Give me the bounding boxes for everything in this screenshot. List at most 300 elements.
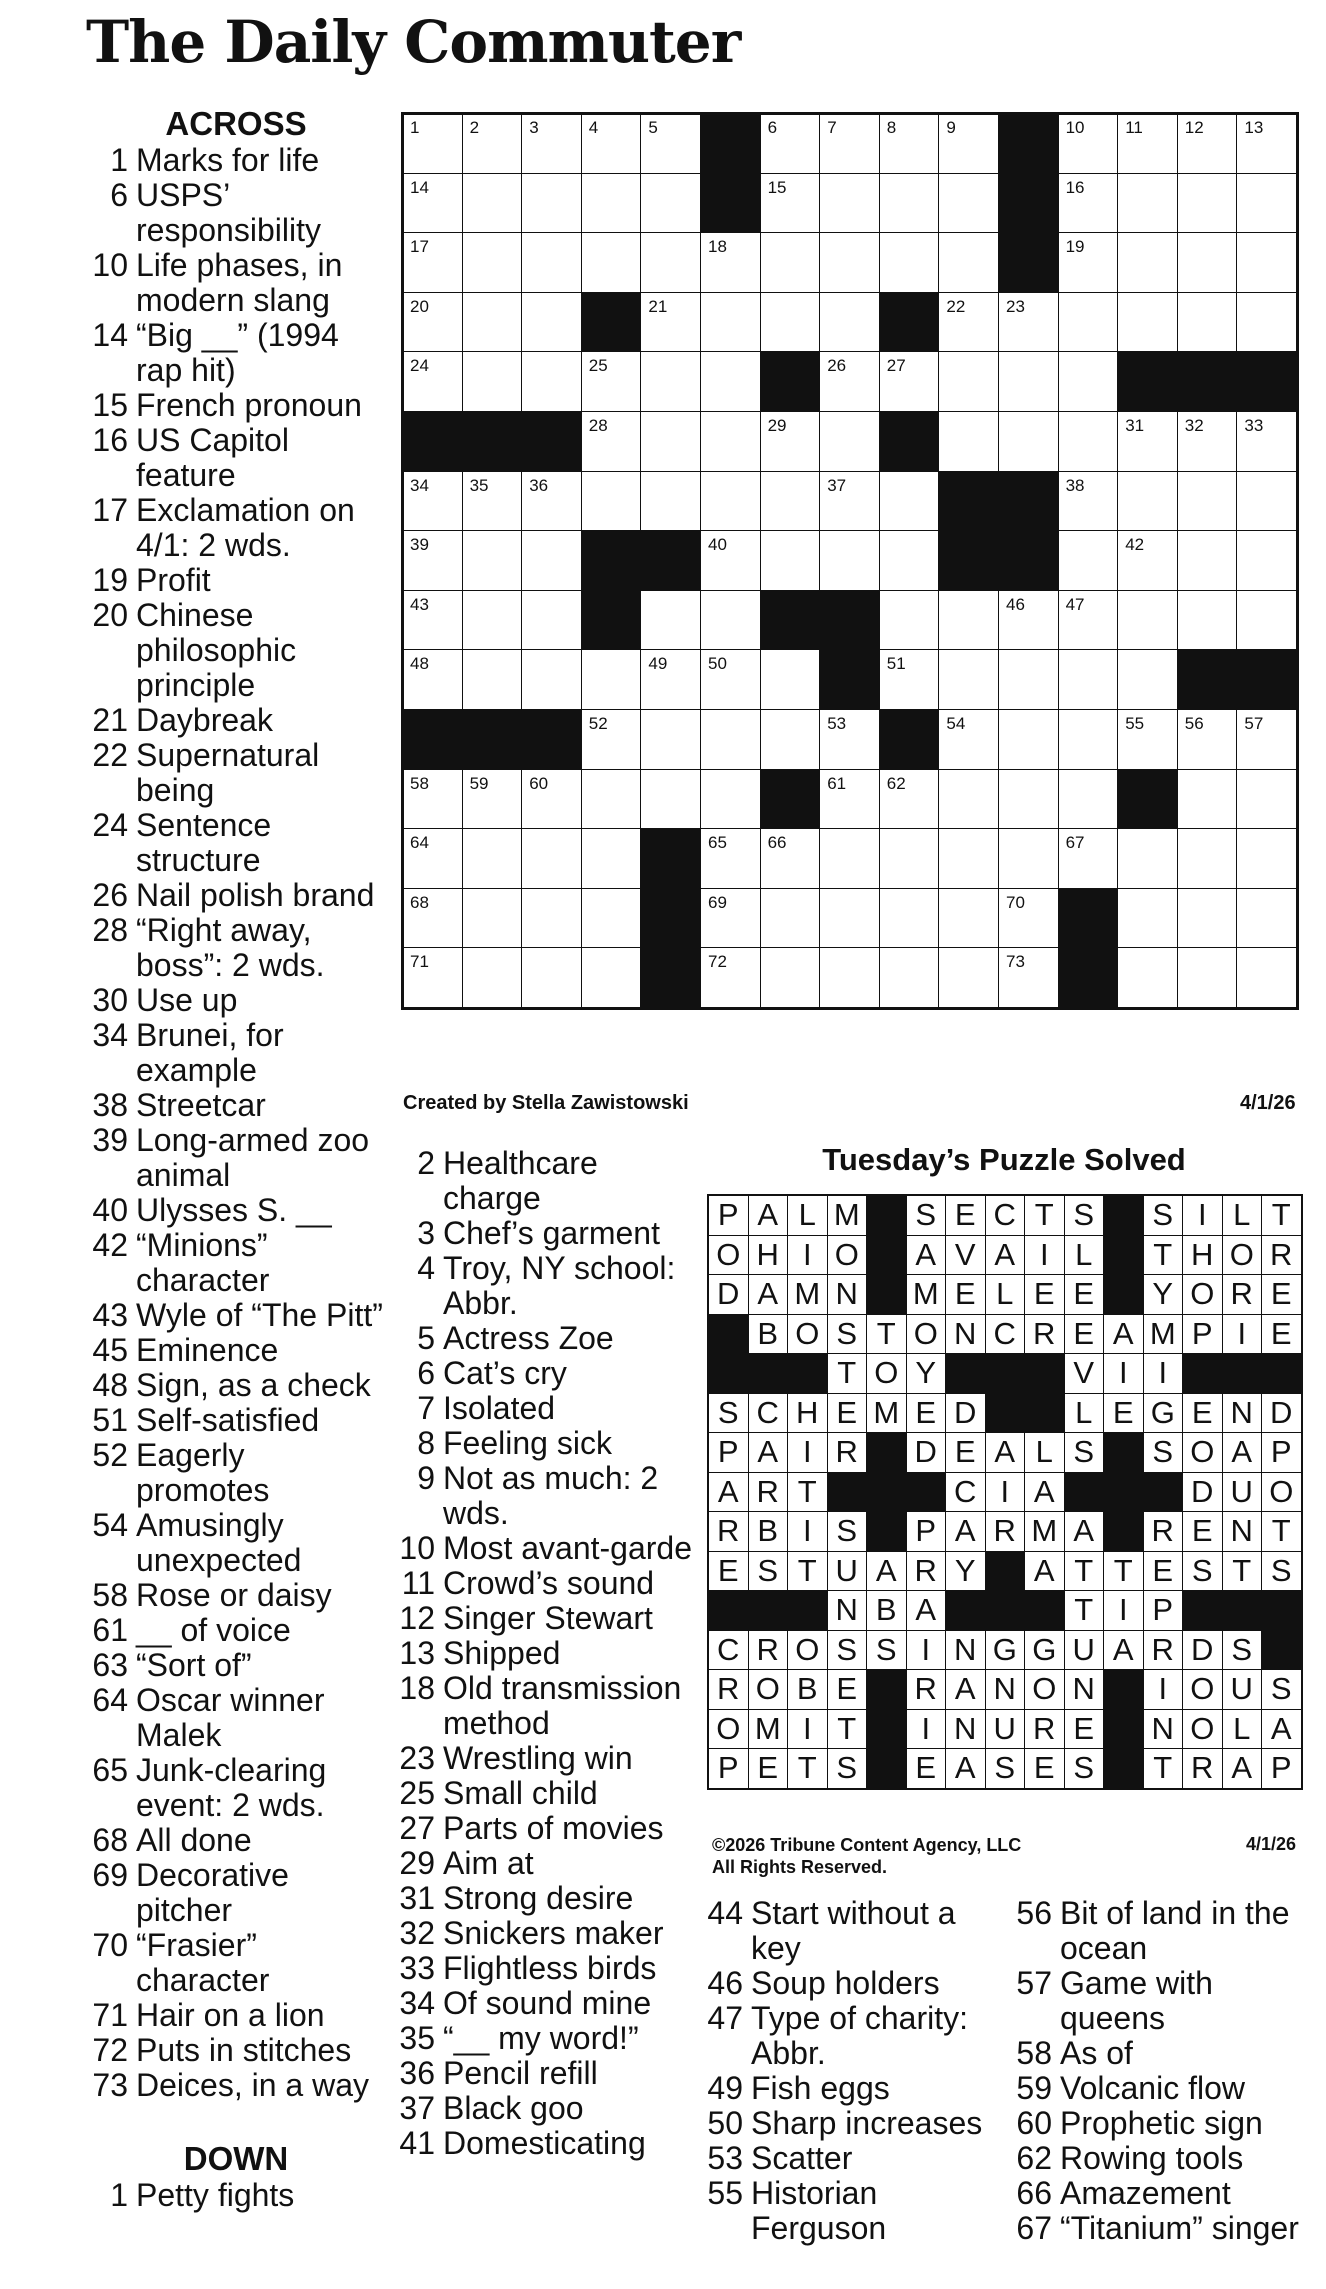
- grid-cell[interactable]: [1236, 769, 1297, 830]
- solution-letter: D: [708, 1274, 749, 1315]
- grid-cell[interactable]: [998, 888, 1059, 949]
- solution-letter: B: [748, 1314, 789, 1355]
- grid-cell[interactable]: [521, 947, 582, 1008]
- solution-letter: R: [1024, 1314, 1065, 1355]
- grid-cell[interactable]: [1117, 471, 1178, 532]
- grid-cell[interactable]: [1236, 292, 1297, 353]
- solution-letter: A: [985, 1432, 1026, 1473]
- solution-letter: A: [945, 1511, 986, 1552]
- grid-cell[interactable]: [402, 947, 463, 1008]
- grid-cell[interactable]: [1236, 113, 1297, 174]
- grid-cell[interactable]: [462, 888, 523, 949]
- solution-letter: O: [708, 1235, 749, 1276]
- grid-cell[interactable]: [1177, 947, 1238, 1008]
- clue-text: Sign, as a check: [136, 1367, 371, 1403]
- grid-cell[interactable]: [1236, 173, 1297, 234]
- black-square: [819, 590, 880, 651]
- grid-cell[interactable]: [402, 769, 463, 830]
- grid-cell[interactable]: [938, 292, 999, 353]
- grid-cell[interactable]: [819, 232, 880, 293]
- grid-cell[interactable]: [938, 888, 999, 949]
- solution-letter: R: [1143, 1511, 1184, 1552]
- solution-letter: S: [708, 1393, 749, 1434]
- solution-letter: O: [906, 1314, 947, 1355]
- solution-title: Tuesday’s Puzzle Solved: [822, 1142, 1186, 1177]
- grid-cell[interactable]: [1117, 232, 1178, 293]
- grid-cell[interactable]: [640, 709, 701, 770]
- grid-cell[interactable]: [879, 113, 940, 174]
- solution-letter: E: [945, 1432, 986, 1473]
- grid-cell[interactable]: [879, 351, 940, 412]
- grid-cell[interactable]: [700, 411, 761, 472]
- black-square: [640, 947, 701, 1008]
- clue-number: 11: [401, 1565, 435, 1601]
- cell-number: 42: [1125, 535, 1145, 555]
- grid-cell[interactable]: [521, 590, 582, 651]
- grid-cell[interactable]: [581, 232, 642, 293]
- grid-cell[interactable]: [1117, 709, 1178, 770]
- grid-cell[interactable]: [1117, 888, 1178, 949]
- grid-cell[interactable]: [998, 709, 1059, 770]
- clue-number: 48: [92, 1367, 128, 1403]
- clue-number: 6: [417, 1355, 435, 1391]
- grid-cell[interactable]: [700, 292, 761, 353]
- grid-cell[interactable]: [581, 471, 642, 532]
- cell-number: 62: [886, 773, 906, 793]
- grid-cell[interactable]: [462, 530, 523, 591]
- grid-cell[interactable]: [1058, 769, 1119, 830]
- grid-cell[interactable]: [700, 351, 761, 412]
- solution-letter: H: [748, 1235, 789, 1276]
- grid-cell[interactable]: [1117, 947, 1178, 1008]
- grid-cell[interactable]: [938, 173, 999, 234]
- solution-letter: A: [1222, 1748, 1263, 1789]
- grid-cell[interactable]: [462, 173, 523, 234]
- grid-cell[interactable]: [760, 649, 821, 710]
- grid-cell[interactable]: [1117, 530, 1178, 591]
- grid-cell[interactable]: [1236, 530, 1297, 591]
- grid-cell[interactable]: [1236, 888, 1297, 949]
- cell-number: 69: [708, 892, 727, 912]
- grid-cell[interactable]: [462, 590, 523, 651]
- grid-cell[interactable]: [819, 530, 880, 591]
- grid-cell[interactable]: [640, 411, 701, 472]
- grid-cell[interactable]: [581, 709, 642, 770]
- grid-cell[interactable]: [700, 947, 761, 1008]
- solution-letter: C: [985, 1195, 1026, 1236]
- grid-cell[interactable]: [462, 113, 523, 174]
- grid-cell[interactable]: [879, 947, 940, 1008]
- grid-cell[interactable]: [938, 769, 999, 830]
- clue-number: 67: [1016, 2210, 1052, 2246]
- grid-cell[interactable]: [998, 649, 1059, 710]
- grid-cell[interactable]: [1236, 590, 1297, 651]
- grid-cell[interactable]: [521, 649, 582, 710]
- grid-cell[interactable]: [760, 888, 821, 949]
- grid-cell[interactable]: [1177, 113, 1238, 174]
- clue-item: [1010, 2211, 1310, 2246]
- black-square: [1117, 769, 1178, 830]
- grid-cell[interactable]: [521, 351, 582, 412]
- solution-black-square: [1024, 1393, 1065, 1434]
- grid-cell[interactable]: [402, 590, 463, 651]
- grid-cell[interactable]: [1058, 292, 1119, 353]
- grid-cell[interactable]: [760, 113, 821, 174]
- copyright: [712, 1834, 1021, 1878]
- grid-cell[interactable]: [819, 411, 880, 472]
- grid-cell[interactable]: [581, 351, 642, 412]
- grid-cell[interactable]: [1177, 530, 1238, 591]
- cell-number: 70: [1006, 892, 1025, 912]
- grid-cell[interactable]: [879, 530, 940, 591]
- grid-cell[interactable]: [879, 769, 940, 830]
- clue-text: Crowd’s sound: [443, 1565, 655, 1601]
- grid-cell[interactable]: [1236, 471, 1297, 532]
- grid-cell[interactable]: [521, 292, 582, 353]
- clue-number: 4: [417, 1250, 435, 1286]
- grid-cell[interactable]: [700, 828, 761, 889]
- grid-cell[interactable]: [640, 769, 701, 830]
- grid-cell[interactable]: [640, 232, 701, 293]
- grid-cell[interactable]: [700, 232, 761, 293]
- grid-cell[interactable]: [938, 351, 999, 412]
- grid-cell[interactable]: [998, 351, 1059, 412]
- cell-number: 20: [410, 296, 429, 316]
- grid-cell[interactable]: [1177, 173, 1238, 234]
- solution-letter: A: [1024, 1551, 1065, 1592]
- solution-letter: U: [1222, 1669, 1263, 1710]
- solution-letter: E: [827, 1669, 868, 1710]
- grid-cell[interactable]: [521, 530, 582, 591]
- grid-cell[interactable]: [581, 113, 642, 174]
- grid-cell[interactable]: [700, 590, 761, 651]
- grid-cell[interactable]: [1236, 232, 1297, 293]
- grid-cell[interactable]: [581, 828, 642, 889]
- grid-cell[interactable]: [1058, 471, 1119, 532]
- grid-cell[interactable]: [1058, 649, 1119, 710]
- grid-cell[interactable]: [1177, 471, 1238, 532]
- clue-number: 8: [417, 1425, 435, 1461]
- crossword-grid[interactable]: [402, 113, 1299, 1010]
- black-square: [879, 292, 940, 353]
- clue-text: “Big __” (1994 rap hit): [136, 317, 339, 388]
- clue-text: All done: [136, 1822, 252, 1858]
- across-heading: ACROSS: [165, 105, 307, 142]
- grid-cell[interactable]: [1058, 411, 1119, 472]
- grid-cell[interactable]: [521, 173, 582, 234]
- clue-number: 45: [92, 1332, 128, 1368]
- solution-letter: H: [1182, 1235, 1223, 1276]
- clue-text: Self-satisfied: [136, 1402, 320, 1438]
- clue-item: [86, 1193, 386, 1228]
- grid-cell[interactable]: [938, 709, 999, 770]
- grid-cell[interactable]: [640, 471, 701, 532]
- grid-cell[interactable]: [700, 471, 761, 532]
- clue-text: Prophetic sign: [1060, 2105, 1263, 2141]
- grid-cell[interactable]: [640, 292, 701, 353]
- grid-cell[interactable]: [1177, 411, 1238, 472]
- solution-letter: R: [708, 1511, 749, 1552]
- grid-cell[interactable]: [581, 173, 642, 234]
- solution-letter: D: [1182, 1472, 1223, 1513]
- grid-cell[interactable]: [700, 709, 761, 770]
- grid-cell[interactable]: [1058, 709, 1119, 770]
- grid-cell[interactable]: [462, 769, 523, 830]
- grid-cell[interactable]: [819, 351, 880, 412]
- grid-cell[interactable]: [819, 947, 880, 1008]
- grid-cell[interactable]: [819, 769, 880, 830]
- solution-letter: S: [1182, 1551, 1223, 1592]
- grid-cell[interactable]: [819, 173, 880, 234]
- solution-letter: C: [708, 1630, 749, 1671]
- grid-cell[interactable]: [462, 351, 523, 412]
- grid-cell[interactable]: [402, 828, 463, 889]
- grid-cell[interactable]: [521, 113, 582, 174]
- grid-cell[interactable]: [819, 292, 880, 353]
- grid-cell[interactable]: [938, 232, 999, 293]
- grid-cell[interactable]: [998, 828, 1059, 889]
- grid-cell[interactable]: [402, 888, 463, 949]
- grid-cell[interactable]: [1058, 530, 1119, 591]
- grid-cell[interactable]: [1236, 411, 1297, 472]
- solution-letter: G: [1024, 1630, 1065, 1671]
- grid-cell[interactable]: [998, 590, 1059, 651]
- grid-cell[interactable]: [760, 411, 821, 472]
- grid-cell[interactable]: [879, 471, 940, 532]
- grid-cell[interactable]: [938, 113, 999, 174]
- grid-cell[interactable]: [402, 649, 463, 710]
- solution-letter: L: [985, 1274, 1026, 1315]
- grid-cell[interactable]: [1117, 173, 1178, 234]
- grid-cell[interactable]: [1236, 947, 1297, 1008]
- grid-cell[interactable]: [581, 888, 642, 949]
- down-clue-column-3: [701, 1896, 1001, 2246]
- grid-cell[interactable]: [938, 947, 999, 1008]
- grid-cell[interactable]: [760, 471, 821, 532]
- grid-cell[interactable]: [1117, 411, 1178, 472]
- grid-cell[interactable]: [402, 113, 463, 174]
- grid-cell[interactable]: [402, 471, 463, 532]
- grid-cell[interactable]: [938, 649, 999, 710]
- clue-text: Chinese philosophic principle: [136, 597, 297, 703]
- cell-number: 11: [1125, 118, 1143, 137]
- grid-cell[interactable]: [879, 590, 940, 651]
- clue-item: [86, 1123, 386, 1193]
- grid-cell[interactable]: [640, 113, 701, 174]
- solution-letter: A: [748, 1195, 789, 1236]
- solution-black-square: [1103, 1235, 1144, 1276]
- solution-black-square: [866, 1669, 907, 1710]
- grid-cell[interactable]: [1117, 113, 1178, 174]
- grid-cell[interactable]: [1117, 292, 1178, 353]
- grid-cell[interactable]: [819, 471, 880, 532]
- clue-text: Bit of land in the ocean: [1060, 1895, 1290, 1966]
- grid-cell[interactable]: [1236, 709, 1297, 770]
- cell-number: 7: [827, 118, 837, 137]
- grid-cell[interactable]: [581, 769, 642, 830]
- grid-cell[interactable]: [1058, 828, 1119, 889]
- grid-cell[interactable]: [462, 292, 523, 353]
- clue-text: Start without a key: [751, 1895, 956, 1966]
- clue-text: “Sort of”: [136, 1647, 252, 1683]
- grid-cell[interactable]: [938, 590, 999, 651]
- clue-text: USPS’ responsibility: [136, 177, 321, 248]
- clue-number: 30: [92, 982, 128, 1018]
- grid-cell[interactable]: [581, 947, 642, 1008]
- grid-cell[interactable]: [1177, 292, 1238, 353]
- clue-item: [86, 1683, 386, 1753]
- cell-number: 73: [1006, 952, 1025, 972]
- grid-cell[interactable]: [760, 530, 821, 591]
- solution-letter: S: [748, 1551, 789, 1592]
- grid-cell[interactable]: [879, 828, 940, 889]
- grid-cell[interactable]: [581, 649, 642, 710]
- grid-cell[interactable]: [402, 292, 463, 353]
- solution-letter: I: [1182, 1195, 1223, 1236]
- solution-letter: I: [1103, 1590, 1144, 1631]
- clue-number: 33: [399, 1950, 435, 1986]
- grid-cell[interactable]: [402, 530, 463, 591]
- grid-cell[interactable]: [640, 590, 701, 651]
- solution-letter: M: [1024, 1511, 1065, 1552]
- grid-cell[interactable]: [1058, 351, 1119, 412]
- across-clue-column: [86, 106, 386, 2213]
- grid-cell[interactable]: [1058, 590, 1119, 651]
- grid-cell[interactable]: [1177, 709, 1238, 770]
- grid-cell[interactable]: [879, 888, 940, 949]
- grid-cell[interactable]: [581, 411, 642, 472]
- grid-cell[interactable]: [462, 947, 523, 1008]
- solution-letter: M: [787, 1274, 828, 1315]
- grid-cell[interactable]: [938, 828, 999, 889]
- grid-cell[interactable]: [1058, 113, 1119, 174]
- grid-cell[interactable]: [1177, 590, 1238, 651]
- solution-black-square: [787, 1590, 828, 1631]
- clue-item: [393, 1461, 695, 1531]
- clue-text: Amazement: [1060, 2175, 1231, 2211]
- grid-cell[interactable]: [938, 411, 999, 472]
- cell-number: 5: [648, 118, 658, 137]
- cell-number: 8: [886, 118, 897, 137]
- clue-text: Rowing tools: [1060, 2140, 1244, 2176]
- grid-cell[interactable]: [462, 649, 523, 710]
- grid-cell[interactable]: [998, 292, 1059, 353]
- grid-cell[interactable]: [879, 649, 940, 710]
- grid-cell[interactable]: [521, 232, 582, 293]
- grid-cell[interactable]: [819, 888, 880, 949]
- clue-number: 43: [92, 1297, 128, 1333]
- solution-letter: N: [945, 1709, 986, 1750]
- grid-cell[interactable]: [402, 232, 463, 293]
- grid-cell[interactable]: [760, 709, 821, 770]
- solution-letter: L: [1222, 1195, 1263, 1236]
- grid-cell[interactable]: [462, 232, 523, 293]
- grid-cell[interactable]: [640, 351, 701, 412]
- grid-cell[interactable]: [1117, 649, 1178, 710]
- grid-cell[interactable]: [1177, 888, 1238, 949]
- solution-letter: N: [1143, 1709, 1184, 1750]
- grid-cell[interactable]: [819, 113, 880, 174]
- clue-item: [86, 2178, 386, 2213]
- grid-cell[interactable]: [998, 411, 1059, 472]
- grid-cell[interactable]: [760, 232, 821, 293]
- solution-letter: I: [787, 1432, 828, 1473]
- grid-cell[interactable]: [402, 173, 463, 234]
- grid-cell[interactable]: [1117, 590, 1178, 651]
- clue-text: Healthcare charge: [443, 1145, 598, 1216]
- cell-number: 58: [410, 773, 429, 793]
- grid-cell[interactable]: [402, 351, 463, 412]
- clue-text: Fish eggs: [751, 2070, 890, 2106]
- solution-letter: D: [1261, 1393, 1302, 1434]
- clue-item: [393, 1776, 695, 1811]
- solution-letter: A: [1024, 1472, 1065, 1513]
- solution-letter: N: [945, 1314, 986, 1355]
- grid-cell[interactable]: [879, 173, 940, 234]
- grid-cell[interactable]: [760, 292, 821, 353]
- solution-letter: I: [1024, 1235, 1065, 1276]
- grid-cell[interactable]: [700, 769, 761, 830]
- grid-cell[interactable]: [1236, 828, 1297, 889]
- grid-cell[interactable]: [998, 947, 1059, 1008]
- grid-cell[interactable]: [700, 530, 761, 591]
- grid-cell[interactable]: [700, 649, 761, 710]
- grid-cell[interactable]: [462, 471, 523, 532]
- grid-cell[interactable]: [760, 947, 821, 1008]
- grid-cell[interactable]: [819, 709, 880, 770]
- cell-number: 38: [1065, 475, 1085, 495]
- clue-number: 40: [92, 1192, 128, 1228]
- clue-number: 20: [92, 597, 128, 633]
- black-square: [402, 411, 463, 472]
- clue-item: [86, 1578, 386, 1613]
- grid-cell[interactable]: [640, 649, 701, 710]
- grid-cell[interactable]: [760, 828, 821, 889]
- grid-cell[interactable]: [1177, 769, 1238, 830]
- clue-item: [86, 178, 386, 248]
- grid-cell[interactable]: [1058, 173, 1119, 234]
- solution-black-square: [1024, 1590, 1065, 1631]
- grid-cell[interactable]: [819, 828, 880, 889]
- clue-number: 15: [92, 387, 128, 423]
- solution-letter: R: [1261, 1235, 1302, 1276]
- newspaper-title: The Daily Commuter: [86, 8, 741, 76]
- solution-letter: A: [748, 1274, 789, 1315]
- grid-cell[interactable]: [462, 828, 523, 889]
- clue-number: 52: [92, 1437, 128, 1473]
- solution-letter: S: [1143, 1195, 1184, 1236]
- grid-cell[interactable]: [760, 173, 821, 234]
- grid-cell[interactable]: [879, 232, 940, 293]
- solution-letter: T: [787, 1472, 828, 1513]
- solution-letter: R: [906, 1669, 947, 1710]
- clue-text: Troy, NY school: Abbr.: [443, 1250, 676, 1321]
- clue-item: [86, 248, 386, 318]
- grid-cell[interactable]: [1177, 828, 1238, 889]
- grid-cell[interactable]: [1117, 828, 1178, 889]
- solution-black-square: [866, 1748, 907, 1789]
- grid-cell[interactable]: [1058, 232, 1119, 293]
- grid-cell[interactable]: [998, 769, 1059, 830]
- grid-cell[interactable]: [521, 828, 582, 889]
- grid-cell[interactable]: [640, 173, 701, 234]
- grid-cell[interactable]: [521, 888, 582, 949]
- grid-cell[interactable]: [521, 471, 582, 532]
- solution-letter: A: [945, 1669, 986, 1710]
- grid-cell[interactable]: [521, 769, 582, 830]
- grid-cell[interactable]: [1177, 232, 1238, 293]
- grid-cell[interactable]: [700, 888, 761, 949]
